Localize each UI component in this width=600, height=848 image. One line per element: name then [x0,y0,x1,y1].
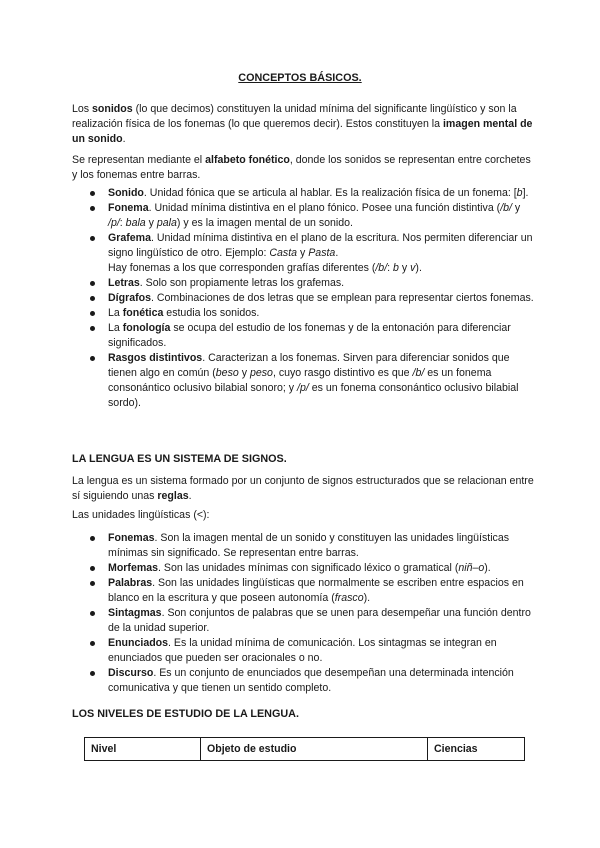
unidades-intro: Las unidades lingüísticas (<): [72,509,210,521]
list-item: Morfemas. Son las unidades mínimas con significado léxico o gramatical (niñ–o). [72,561,534,576]
list-item: Fonemas. Son la imagen mental de un sonido y constituyen las unidades lingüísticas mínimas sin significado. Se representan entre barras. [72,531,534,561]
list-item: Discurso. Es un conjunto de enunciados que desempeñan una determinada intención comunicativa y que tienen un sentido completo. [72,666,534,696]
list-item: La fonología se ocupa del estudio de los fonemas y de la entonación para diferenciar significados. [72,321,534,351]
list-item: Rasgos distintivos. Caracterizan a los fonemas. Sirven para diferenciar sonidos que tienen algo en común (beso y peso, cuyo rasgo distintivo es que /b/ es un fonema consonántico oclusivo bilabial sonoro; y /p/ es un fonema consonántico oclusivo bilabial sordo). [72,351,534,411]
units-list [72,531,534,696]
list-item: Palabras. Son las unidades lingüísticas que normalmente se escriben entre espacios en blanco en la escritura y que poseen autonomía (frasco). [72,576,534,606]
list-item: Dígrafos. Combinaciones de dos letras que se emplean para representar ciertos fonemas. [72,291,534,306]
table-header-row [85,738,525,761]
signos-paragraph: La lengua es un sistema formado por un conjunto de signos estructurados que se relacionan entre sí siguiendo unas reglas. [72,475,534,502]
list-item: Sonido. Unidad fónica que se articula al hablar. Es la realización física de un fonema: [b]. [72,186,534,201]
table-header-cell: Ciencias [428,738,525,761]
list-item: Sintagmas. Son conjuntos de palabras que se unen para desempeñar una función dentro de la unidad superior. [72,606,534,636]
section-heading-niveles: LOS NIVELES DE ESTUDIO DE LA LENGUA. [72,708,299,720]
list-item: La fonética estudia los sonidos. [72,306,534,321]
page-title: CONCEPTOS BÁSICOS. [238,72,362,84]
table-header-cell: Objeto de estudio [201,738,428,761]
list-item: Grafema. Unidad mínima distintiva en el plano de la escritura. Nos permiten diferenciar un signo lingüístico de otro. Ejemplo: Casta y Pasta. Hay fonemas a los que corresponden grafías diferentes (/b/: b y v). [72,231,534,276]
list-item: Fonema. Unidad mínima distintiva en el plano fónico. Posee una función distintiva (/b/ y /p/: bala y pala) y es la imagen mental de un sonido. [72,201,534,231]
list-item: Letras. Solo son propiamente letras los grafemas. [72,276,534,291]
list-item: Enunciados. Es la unidad mínima de comunicación. Los sintagmas se integran en enunciados que pueden ser oracionales o no. [72,636,534,666]
levels-table [84,737,525,761]
concepts-list [72,186,534,411]
intro-paragraph-sounds: Los sonidos (lo que decimos) constituyen la unidad mínima del significante lingüístico y son la realización física de los fonemas (lo que queremos decir). Estos constituyen la imagen mental de un sonido. [72,103,533,145]
intro-paragraph-alphabet: Se representan mediante el alfabeto fonético, donde los sonidos se representan entre corchetes y los fonemas entre barras. [72,154,531,181]
section-heading-signos: LA LENGUA ES UN SISTEMA DE SIGNOS. [72,453,287,465]
table-header-cell: Nivel [85,738,201,761]
